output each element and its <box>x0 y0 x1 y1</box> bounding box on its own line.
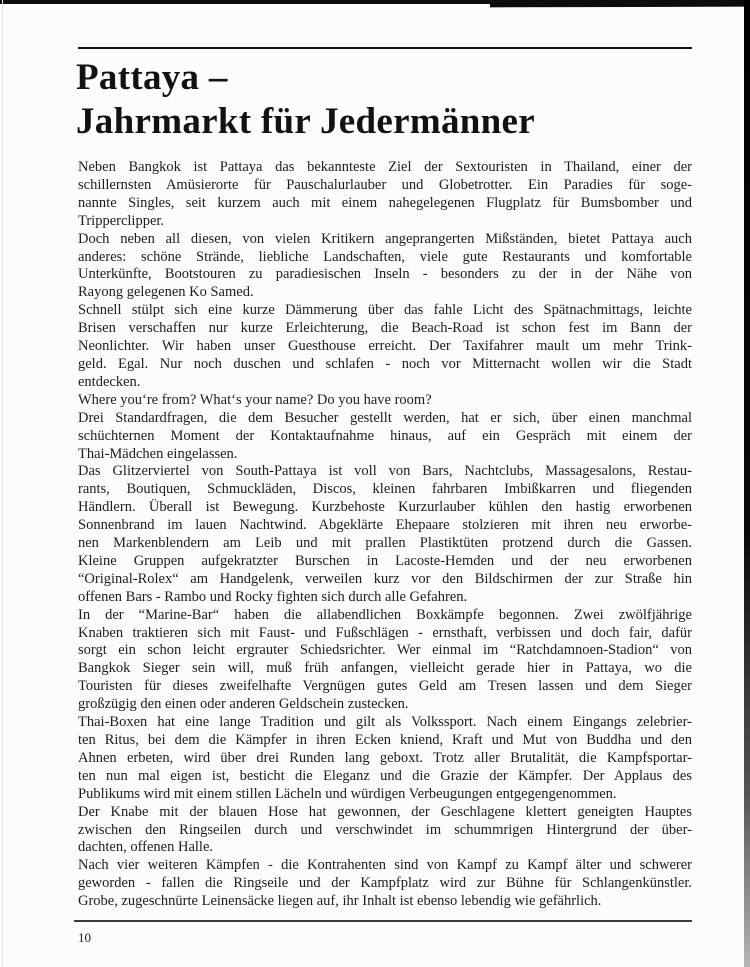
text-line: Kleine Gruppen aufgekratzter Burschen in Lacoste-Hemden und der neu erworbenen <box>78 552 692 569</box>
scan-edge-top-right <box>490 0 750 7</box>
text-line: Der Knabe mit der blauen Hose hat gewonnen, der Geschlagene klettert geneigten Hauptes <box>78 803 692 820</box>
text-line: dachten, offenen Halle. <box>78 839 214 856</box>
text-line: entdecken. <box>78 373 141 390</box>
text-line: Tripperclipper. <box>78 212 165 229</box>
text-line: geworden - fallen die Ringseile und der Kampfplatz wird zur Bühne für Schlangenkünstler. <box>78 875 692 892</box>
page-title-line-1: Pattaya – <box>76 57 228 98</box>
text-line: offenen Bars - Rambo und Rocky fighten sich durch alle Gefahren. <box>78 588 468 605</box>
text-line: nen Markenblendern am Leib und mit prallen Plastiktüten protzend durch die Gassen. <box>78 535 692 552</box>
text-line: Where you‘re from? What‘s your name? Do you have room? <box>78 391 432 408</box>
text-line: Das Glitzerviertel von South-Pattaya ist voll von Bars, Nachtclubs, Massagesalons, Restau- <box>78 463 692 480</box>
page-title-line-2: Jahrmarkt für Jedermänner <box>76 101 535 142</box>
text-line: ten Ritus, bei dem die Kämpfer in ihren Ecken kniend, Kraft und Mut von Buddha und den <box>78 732 692 748</box>
text-line: rants, Boutiquen, Schmuckläden, Discos, kleinen fahrbaren Imbißkarren und fliegenden <box>78 481 692 498</box>
text-line: Thai-Boxen hat eine lange Tradition und gilt als Volkssport. Nach einem Eingangs zelebrier- <box>78 714 692 731</box>
scan-edge-left <box>2 0 3 967</box>
text-line: Nach vier weiteren Kämpfen - die Kontrahenten sind von Kampf zu Kampf älter und schwerer <box>78 857 692 874</box>
text-line: Grobe, zugeschnürte Leinensäcke liegen auf, ihr Inhalt ist ebenso lebendig wie gefährlich. <box>78 893 602 910</box>
scan-edge-right <box>744 0 750 967</box>
text-line: sorgt ein schon leicht ergrauter Schiedsrichter. Wer einmal im “Ratchdamnoen-Stadion“ von <box>78 642 692 659</box>
top-divider-rule <box>78 47 692 49</box>
paragraph <box>78 231 692 303</box>
page-title <box>76 56 696 144</box>
text-line: Thai-Mädchen eingelassen. <box>78 445 238 462</box>
text-line: geld. Egal. Nur noch duschen und schlafen - noch vor Mitternacht wollen wir die Stadt <box>78 355 692 372</box>
text-line: anderes: schöne Strände, liebliche Landschaften, viele gute Restaurants und komfortable <box>78 248 692 265</box>
article-body <box>78 159 692 911</box>
paragraph <box>78 392 692 410</box>
text-line: schillernsten Amüsierorte für Pauschalurlauber und Globetrotter. Ein Paradies für soge- <box>78 176 692 193</box>
paragraph <box>78 410 692 464</box>
text-line: Brisen verschaffen nur kurze Erleichterung, die Beach-Road ist schon fest im Bann der <box>78 320 692 337</box>
text-line: Bangkok Sieger sein will, muß früh anfangen, vielleicht gerade hier in Pattaya, wo die <box>78 660 692 677</box>
text-line: nannte Singles, seit kurzem auch mit einem nahegelegenen Flugplatz für Bumsbomber und <box>78 194 692 211</box>
paragraph <box>78 714 692 804</box>
text-line: “Original-Rolex“ am Handgelenk, verweilen kurz vor den Bildschirmen der zur Straße hin <box>78 570 692 587</box>
paragraph <box>78 159 692 231</box>
text-line: Unterkünfte, Bootstouren zu paradiesischen Inseln - besonders zu der in der Nähe von <box>78 266 692 283</box>
text-line: Neben Bangkok ist Pattaya das bekannteste Ziel der Sextouristen in Thailand, einer der <box>78 159 692 175</box>
paragraph <box>78 463 692 606</box>
paragraph <box>78 607 692 714</box>
text-line: Händlern. Überall ist Bewegung. Kurzbehoste Kurzurlauber kühlen den hastig erworbenen <box>78 499 692 516</box>
page-number: 10 <box>78 930 91 945</box>
text-line: großzügig den einen oder anderen Geldschein zustecken. <box>78 696 409 713</box>
text-line: Knaben traktieren sich mit Faust- und Fußschlägen - ernsthaft, verbissen und doch fair, dafür <box>78 624 692 641</box>
paragraph <box>78 302 692 392</box>
text-line: Sonnenbrand im lauen Nachtwind. Abgeklärte Ehepaare stolzieren mit ihren neu erworbe- <box>78 517 692 534</box>
text-line: schüchternen Moment der Kontaktaufnahme hinaus, auf ein Gespräch mit einem der <box>78 427 692 444</box>
text-line: zwischen den Ringseilen durch und verschwindet im schummrigen Hintergrund der über- <box>78 821 692 838</box>
text-line: ten nun mal eigen ist, besticht die Eleganz und die Grazie der Kämpfer. Der Applaus des <box>78 767 692 784</box>
bottom-divider-rule <box>74 920 692 922</box>
text-line: Schnell stülpt sich eine kurze Dämmerung über das fahle Licht des Spätnachmittags, leichte <box>78 302 692 319</box>
text-line: Publikums wird mit einem stillen Lächeln und würdigen Verbeugungen entgegengenommen. <box>78 785 617 802</box>
text-line: In der “Marine-Bar“ haben die allabendlichen Boxkämpfe begonnen. Zwei zwölfjährige <box>78 606 692 623</box>
text-line: Ahnen erbeten, wird über drei Runden lang geboxt. Trotz aller Brutalität, die Kampfsportar- <box>78 749 692 766</box>
paragraph <box>78 857 692 911</box>
text-line: Doch neben all diesen, von vielen Kritikern angeprangerten Mißständen, bietet Pattaya auch <box>78 230 692 247</box>
paragraph <box>78 804 692 858</box>
text-line: Touristen für dieses zweifelhafte Vergnügen gutes Geld am Tresen lassen und dem Sieger <box>78 678 692 695</box>
text-line: Rayong gelegenen Ko Samed. <box>78 284 254 301</box>
text-line: Drei Standardfragen, die dem Besucher gestellt werden, hat er sich, über einen manchmal <box>78 409 692 426</box>
text-line: Neonlichter. Wir haben unser Guesthouse erreicht. Der Taxifahrer mault um mehr Trink- <box>78 338 692 355</box>
